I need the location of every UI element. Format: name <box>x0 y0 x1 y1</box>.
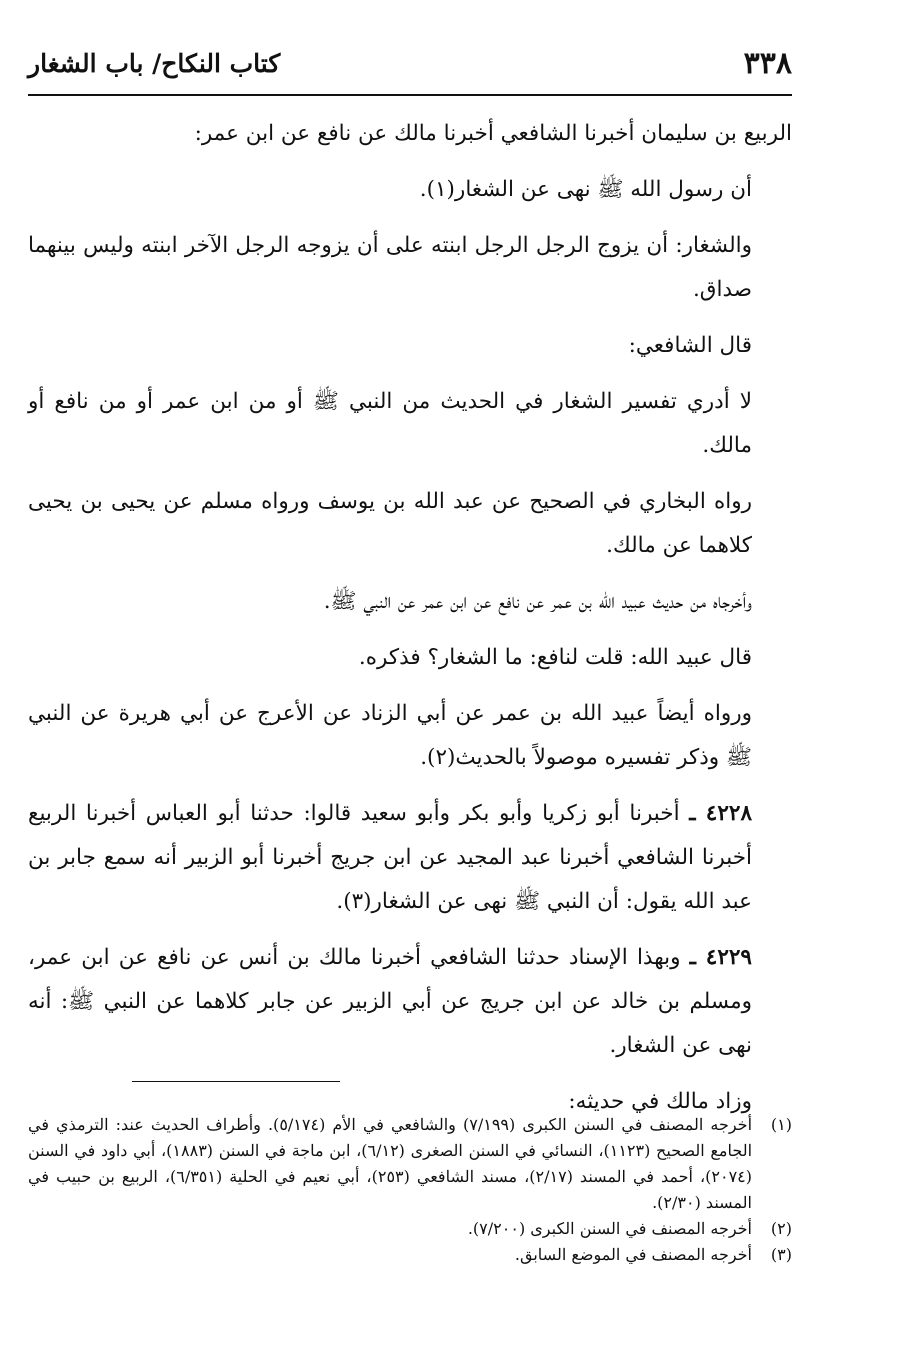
page-number: ٣٣٨ <box>743 46 792 81</box>
paragraph: أن رسول الله ﷺ نهى عن الشغار(١). <box>419 177 752 202</box>
main-text <box>28 112 792 1136</box>
footnote-1 <box>28 1112 792 1216</box>
hadith-4229: ٤٢٢٩ ـ وبهذا الإسناد حدثنا الشافعي أخبرنا مالك بن أنس عن نافع عن ابن عمر، ومسلم بن خالد عن ابن جريج عن أبي الزبير عن جابر كلاهما عن النبي ﷺ: أنه نهى عن الشغار. <box>28 945 752 1058</box>
footnote-marker: (٣) <box>770 1245 792 1264</box>
footnote-text: أخرجه المصنف في الموضع السابق. <box>514 1245 752 1264</box>
paragraph: قال عبيد الله: قلت لنافع: ما الشغار؟ فذكره. <box>358 645 752 670</box>
hadith-number: ٤٢٢٩ ـ <box>689 945 752 970</box>
paragraph: وزاد مالك في حديثه: <box>568 1089 752 1114</box>
paragraph: والشغار: أن يزوج الرجل الرجل ابنته على أن يزوجه الرجل الآخر ابنته وليس بينهما صداق. <box>28 233 752 302</box>
footnote-2 <box>28 1216 792 1242</box>
hadith-number: ٤٢٢٨ ـ <box>689 801 752 826</box>
paragraph: قال الشافعي: <box>628 333 752 358</box>
footnote-marker: (٢) <box>770 1219 792 1238</box>
footnote-marker: (١) <box>770 1115 792 1134</box>
footnote-separator <box>132 1081 340 1082</box>
page-header <box>28 44 792 96</box>
hadith-4228: ٤٢٢٨ ـ أخبرنا أبو زكريا وأبو بكر وأبو سعيد قالوا: حدثنا أبو العباس أخبرنا الربيع أخبرنا الشافعي أخبرنا عبد المجيد عن ابن جريج أخبرنا أبو الزبير أنه سمع جابر بن عبد الله يقول: أن النبي ﷺ نهى عن الشغار(٣). <box>28 801 752 914</box>
paragraph: ورواه أيضاً عبيد الله بن عمر عن أبي الزناد عن الأعرج عن أبي هريرة عن النبي ﷺ وذكر تفسيره موصولاً بالحديث(٢). <box>28 701 752 770</box>
footnotes <box>28 1112 792 1268</box>
paragraph: رواه البخاري في الصحيح عن عبد الله بن يوسف ورواه مسلم عن يحيى بن يحيى كلاهما عن مالك. <box>28 489 752 558</box>
paragraph: وأخرجاه من حديث عبيد الله بن عمر عن نافع عن ابن عمر عن النبي ﷺ. <box>323 589 752 614</box>
footnote-text: أخرجه المصنف في السنن الكبرى (٧/٢٠٠). <box>467 1219 752 1238</box>
running-title: كتاب النكاح/ باب الشغار <box>28 49 281 78</box>
footnote-3 <box>28 1242 792 1268</box>
footnote-text: أخرجه المصنف في السنن الكبرى (٧/١٩٩) والشافعي في الأم (٥/١٧٤). وأطراف الحديث عند: الترمذي في الجامع الصحيح (١١٢٣)، النسائي في السنن الصغرى (٦/١٢)، ابن ماجة في السنن (١٨٨٣)، أبي داود في السنن (٢٠٧٤)، أحمد في المسند (٢/١٧)، مسند الشافعي (٢٥٣)، أبي نعيم في الحلية (٦/٣٥١)، الربيع بن حبيب في المسند (٢/٣٠). <box>28 1115 753 1212</box>
paragraph: الربيع بن سليمان أخبرنا الشافعي أخبرنا مالك عن نافع عن ابن عمر: <box>194 121 792 146</box>
paragraph: لا أدري تفسير الشغار في الحديث من النبي ﷺ أو من ابن عمر أو من نافع أو مالك. <box>28 389 752 458</box>
